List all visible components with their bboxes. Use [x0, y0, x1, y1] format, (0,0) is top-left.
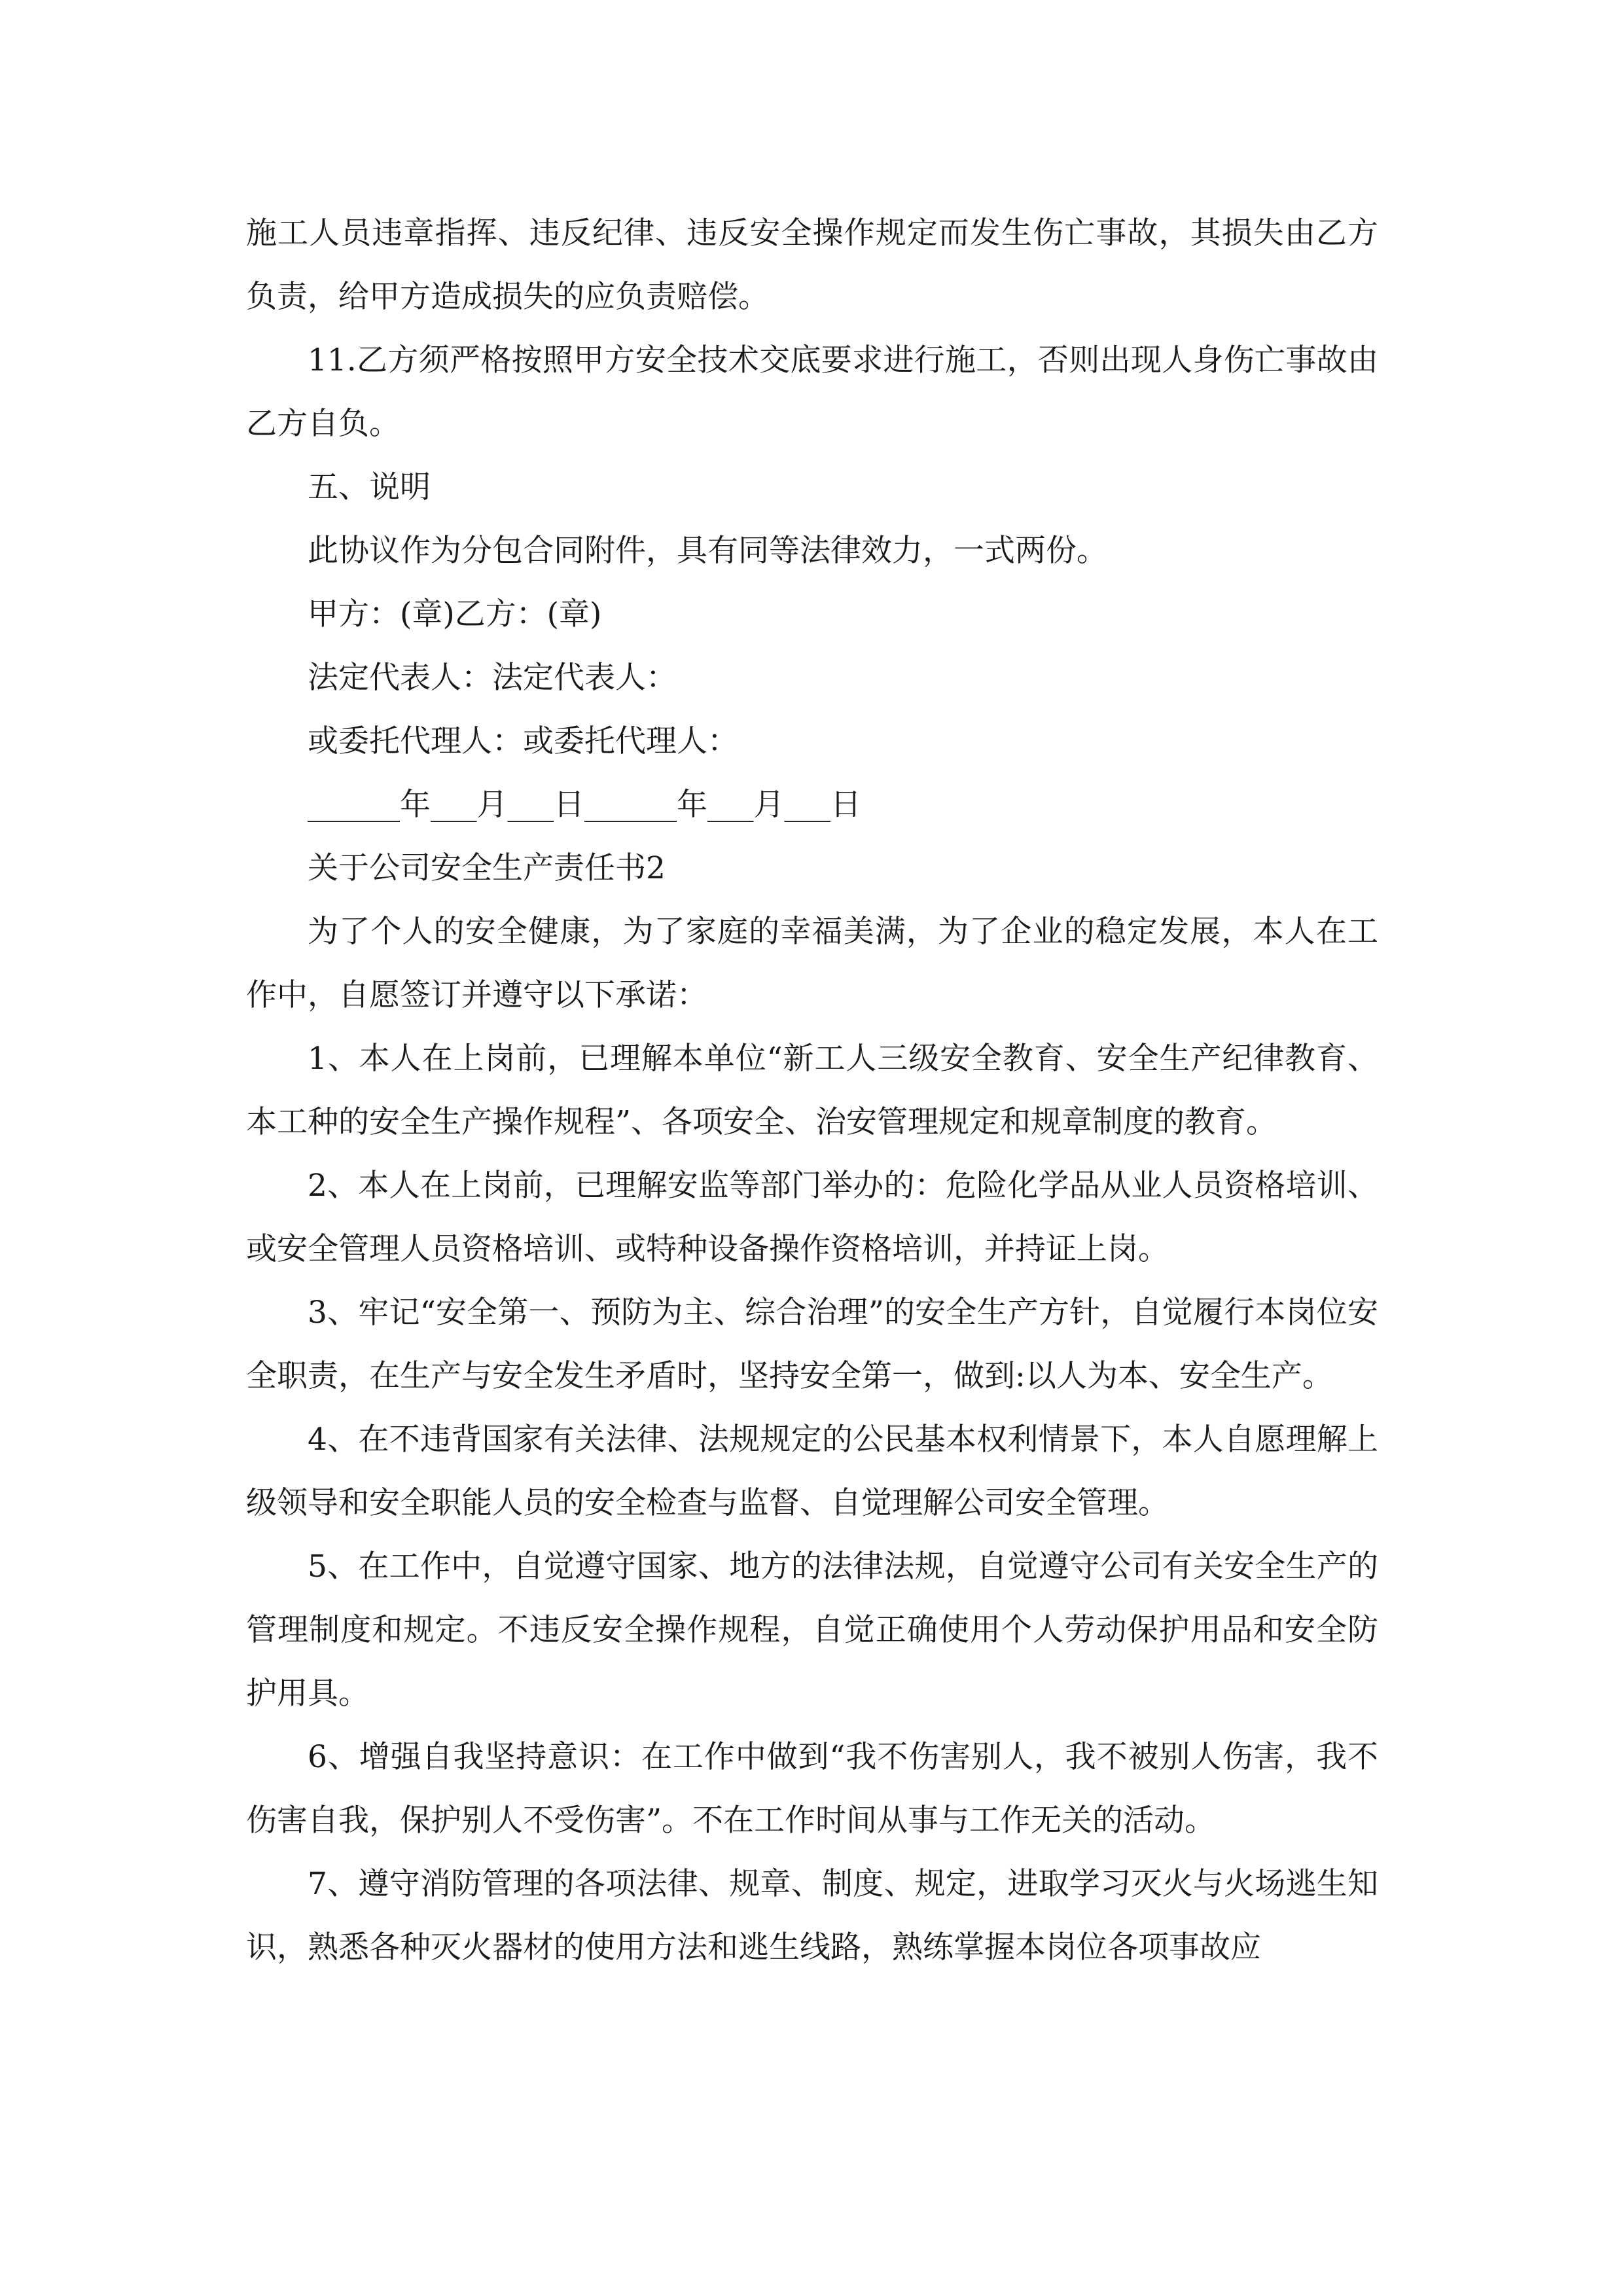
paragraph-item-5: 5、在工作中，自觉遵守国家、地方的法律法规，自觉遵守公司有关安全生产的管理制度和规定。不违反安全操作规程，自觉正确使用个人劳动保护用品和安全防护用具。	[246, 1549, 1378, 1712]
legal-representative-line: 法定代表人：法定代表人：	[308, 660, 677, 696]
signature-parties-line: 甲方：(章)乙方：(章)	[308, 596, 602, 632]
paragraph-agreement-note: 此协议作为分包合同附件，具有同等法律效力，一式两份。	[308, 533, 1107, 569]
paragraph-item-3: 3、牢记“安全第一、预防为主、综合治理”的安全生产方针，自觉履行本岗位安全职责，在生产与安全发生矛盾时，坚持安全第一，做到:以人为本、安全生产。	[246, 1295, 1378, 1394]
paragraph-clause-11: 11.乙方须严格按照甲方安全技术交底要求进行施工，否则出现人身伤亡事故由乙方自负。	[246, 342, 1378, 442]
paragraph-item-4: 4、在不违背国家有关法律、法规规定的公民基本权利情景下，本人自愿理解上级领导和安全职能人员的安全检查与监督、自觉理解公司安全管理。	[246, 1422, 1378, 1521]
paragraph-item-7: 7、遵守消防管理的各项法律、规章、制度、规定，进取学习灭火与火场逃生知识，熟悉各种灭火器材的使用方法和逃生线路，熟练掌握本岗位各项事故应	[246, 1866, 1378, 1965]
paragraph-intro: 为了个人的安全健康，为了家庭的幸福美满，为了企业的稳定发展，本人在工作中，自愿签订并遵守以下承诺：	[246, 914, 1378, 1013]
date-line: ______年___月___日______年___月___日	[308, 787, 861, 823]
document-body	[246, 202, 1378, 1979]
paragraph-item-6: 6、增强自我坚持意识：在工作中做到“我不伤害别人，我不被别人伤害，我不伤害自我，保护别人不受伤害”。不在工作时间从事与工作无关的活动。	[246, 1739, 1378, 1839]
authorized-agent-line: 或委托代理人：或委托代理人：	[308, 723, 738, 759]
paragraph-item-1: 1、本人在上岗前，已理解本单位“新工人三级安全教育、安全生产纪律教育、本工种的安全生产操作规程”、各项安全、治安管理规定和规章制度的教育。	[246, 1041, 1378, 1140]
paragraph-item-2: 2、本人在上岗前，已理解安监等部门举办的：危险化学品从业人员资格培训、或安全管理人员资格培训、或特种设备操作资格培训，并持证上岗。	[246, 1168, 1378, 1267]
document-title-2: 关于公司安全生产责任书2	[308, 850, 666, 886]
section-heading-explanation: 五、说明	[308, 469, 431, 505]
paragraph-continuation: 施工人员违章指挥、违反纪律、违反安全操作规定而发生伤亡事故，其损失由乙方负责，给甲方造成损失的应负责赔偿。	[246, 215, 1378, 315]
